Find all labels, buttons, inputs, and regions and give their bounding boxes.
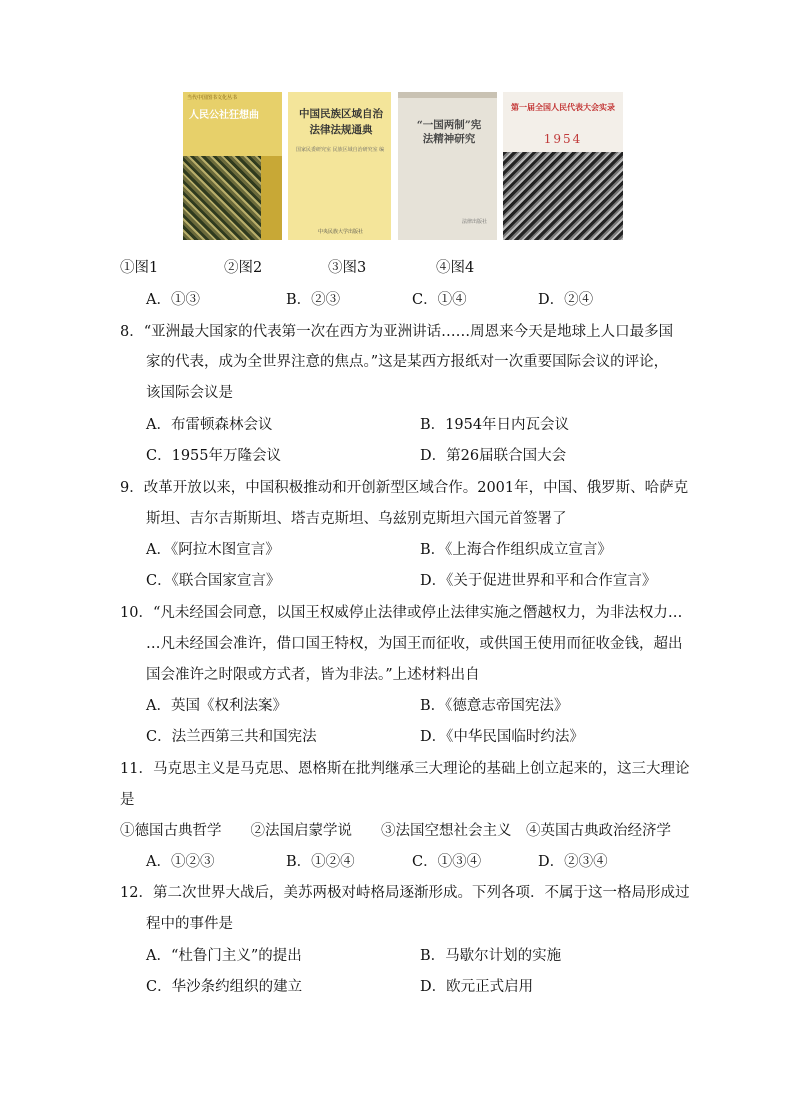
book-cover-3-title: “一国两制”宪法精神研究 bbox=[416, 119, 482, 145]
q7-option-b: B．②③ bbox=[286, 292, 341, 308]
q12-stem-line-2: 程中的事件是 bbox=[146, 916, 233, 932]
book-cover-1-title: 人民公社狂想曲 bbox=[189, 110, 259, 121]
q11-option-c: C．①③④ bbox=[412, 854, 482, 870]
q11-option-d: D．②③④ bbox=[538, 854, 608, 870]
book-cover-figures bbox=[183, 92, 623, 240]
figure-option-4: ④图4 bbox=[436, 260, 475, 276]
book-cover-2-subtitle: 国家民委研究室 民族区域自治研究室 编 bbox=[296, 147, 385, 153]
q9-option-d: D．《关于促进世界和平和合作宣言》 bbox=[420, 573, 657, 589]
q8-stem-line-2: 家的代表，成为全世界注意的焦点。”这是某西方报纸对一次重要国际会议的评论， bbox=[146, 354, 669, 370]
q7-option-c: C．①④ bbox=[412, 292, 467, 308]
book-cover-1-top bbox=[183, 92, 282, 156]
book-cover-3-publisher: 法律出版社 bbox=[462, 219, 488, 225]
book-cover-1-strip bbox=[261, 156, 282, 240]
q10-stem-line-1: 10．“凡未经国会同意，以国王权威停止法律或停止法律实施之僭越权力，为非法权力… bbox=[120, 605, 683, 621]
q9-option-b: B．《上海合作组织成立宣言》 bbox=[420, 542, 612, 558]
q10-option-c: C．法兰西第三共和国宪法 bbox=[146, 729, 317, 745]
q11-option-a: A．①②③ bbox=[146, 854, 215, 870]
q12-option-b: B．马歇尔计划的实施 bbox=[420, 948, 562, 964]
q10-option-a: A．英国《权利法案》 bbox=[146, 698, 287, 714]
book-cover-1-series: 当代中国图书文化丛书 bbox=[187, 95, 238, 101]
q12-option-a: A．“杜鲁门主义”的提出 bbox=[146, 948, 302, 964]
book-cover-2-title: 中国民族区域自治法律法规通典 bbox=[299, 108, 383, 136]
q8-option-a: A．布雷顿森林会议 bbox=[146, 417, 273, 433]
q9-stem-line-2: 斯坦、吉尔吉斯斯坦、塔吉克斯坦、乌兹别克斯坦六国元首签署了 bbox=[146, 511, 567, 527]
book-cover-3-band bbox=[398, 92, 497, 98]
q7-option-d: D．②④ bbox=[538, 292, 594, 308]
q11-stem-line-2: 是 bbox=[120, 792, 135, 808]
book-cover-2 bbox=[288, 92, 391, 240]
q10-stem-line-3: 国会准许之时限或方式者，皆为非法。”上述材料出自 bbox=[146, 667, 480, 683]
q10-option-d: D．《中华民国临时约法》 bbox=[420, 729, 584, 745]
book-cover-4-photo bbox=[503, 152, 623, 240]
book-cover-3 bbox=[398, 92, 497, 240]
q8-option-d: D．第26届联合国大会 bbox=[420, 448, 567, 464]
q12-stem-line-1: 12．第二次世界大战后，美苏两极对峙格局逐渐形成。下列各项．不属于这一格局形成过 bbox=[120, 885, 690, 901]
q10-option-b: B．《德意志帝国宪法》 bbox=[420, 698, 569, 714]
figure-option-2: ②图2 bbox=[224, 260, 263, 276]
figure-option-1: ①图1 bbox=[120, 260, 159, 276]
book-cover-4-title: 第一届全国人民代表大会实录 bbox=[511, 102, 615, 112]
q8-option-c: C．1955年万隆会议 bbox=[146, 448, 281, 464]
q9-option-a: A．《阿拉木图宣言》 bbox=[146, 542, 280, 558]
q12-option-d: D．欧元正式启用 bbox=[420, 979, 534, 995]
q11-items: ①德国古典哲学 ②法国启蒙学说 ③法国空想社会主义 ④英国古典政治经济学 bbox=[120, 823, 671, 839]
figure-option-3: ③图3 bbox=[328, 260, 367, 276]
q9-stem-line-1: 9．改革开放以来，中国积极推动和开创新型区域合作。2001年，中国、俄罗斯、哈萨克 bbox=[120, 480, 689, 496]
book-cover-2-publisher: 中央民族大学出版社 bbox=[318, 229, 364, 235]
book-cover-4 bbox=[503, 92, 623, 240]
q7-option-a: A．①③ bbox=[146, 292, 200, 308]
q8-stem-line-1: 8．“亚洲最大国家的代表第一次在西方为亚洲讲话……周恩来今天是地球上人口最多国 bbox=[120, 324, 674, 340]
q11-stem-line-1: 11．马克思主义是马克思、恩格斯在批判继承三大理论的基础上创立起来的，这三大理论 bbox=[120, 761, 690, 777]
q9-option-c: C．《联合国家宣言》 bbox=[146, 573, 281, 589]
book-cover-4-year: 1954 bbox=[543, 132, 583, 146]
q8-stem-line-3: 该国际会议是 bbox=[146, 385, 233, 401]
q10-stem-line-2: …凡未经国会准许，借口国王特权，为国王而征收，或供国王使用而征收金钱，超出 bbox=[146, 636, 683, 652]
q8-option-b: B．1954年日内瓦会议 bbox=[420, 417, 570, 433]
q11-option-b: B．①②④ bbox=[286, 854, 355, 870]
q12-option-c: C．华沙条约组织的建立 bbox=[146, 979, 303, 995]
book-cover-1 bbox=[183, 92, 282, 240]
